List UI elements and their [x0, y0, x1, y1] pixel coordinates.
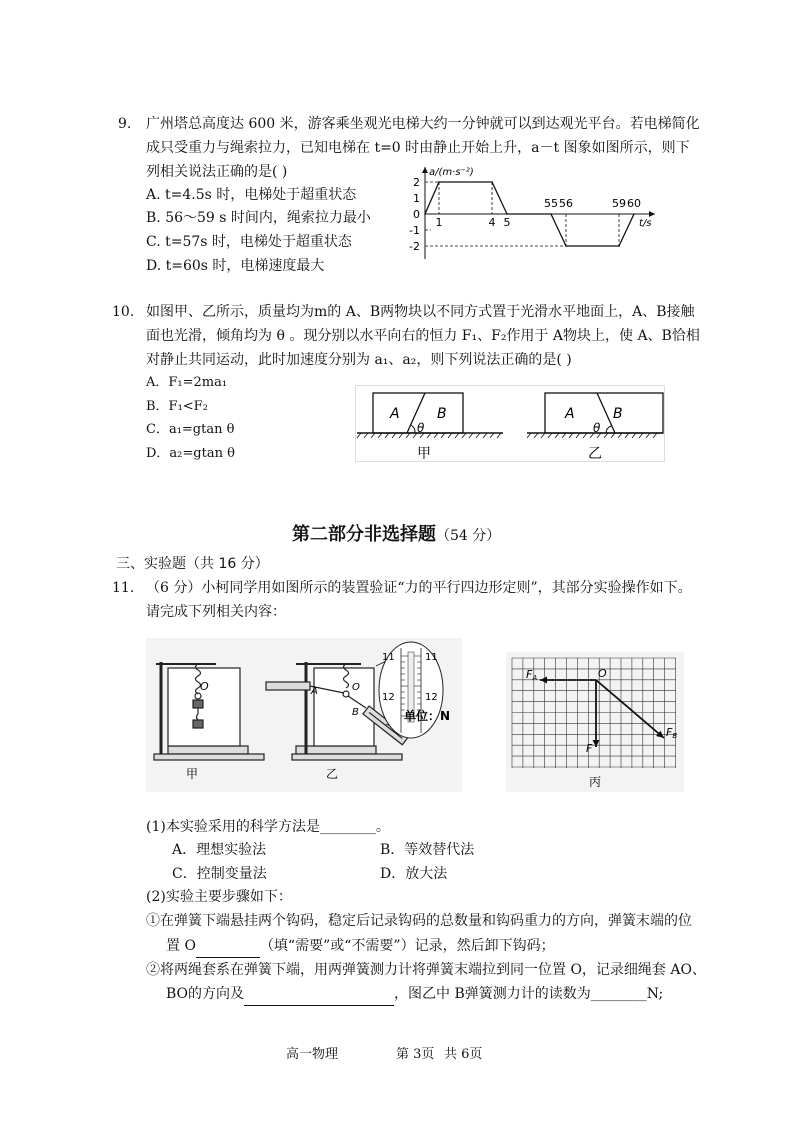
- q10-block-figure: [355, 385, 665, 463]
- f-label: F: [586, 742, 593, 755]
- y-axis-arrow: [422, 167, 428, 173]
- q9-line2: 成只受重力与绳索拉力，已知电梯在 t=0 时由静止开始上升，a－t 图象如图所示，则下: [146, 140, 690, 156]
- caption-yi-11: 乙: [326, 767, 339, 781]
- blank-record-force[interactable]: [244, 987, 394, 1006]
- part2-title-text: 第二部分非选择题: [292, 524, 436, 545]
- a-t-point-3: [506, 213, 508, 215]
- grid-o-label: O: [598, 667, 607, 680]
- y-tick-0: 0: [413, 208, 420, 221]
- step2b-text-start: BO的方向及: [166, 986, 245, 1002]
- step2b-text-end: ，图乙中 B弹簧测力计的读数为________N;: [394, 986, 664, 1002]
- q9-option-a: A. t=4.5s 时，电梯处于超重状态: [146, 187, 357, 203]
- q11-number: 11.: [112, 580, 135, 596]
- step2a-text-start: 置 O: [166, 938, 196, 954]
- q10-line2: 面也光滑，倾角均为 θ 。现分别以水平向右的恒力 F₁、F₂作用于 A物块上，使 A、B恰相: [146, 328, 700, 344]
- q11-step2a-line1: ①在弹簧下端悬挂两个钩码，稳定后记录钩码的总数量和钩码重力的方向，弹簧末端的位: [146, 913, 692, 929]
- q10-line1: 如图甲、乙所示，质量均为m的 A、B两物块以不同方式置于光滑水平地面上，A、B接触: [146, 304, 695, 320]
- fb-label: FB: [666, 726, 678, 740]
- unit-label: 单位：N: [404, 709, 451, 723]
- scale-12-left: 12: [382, 692, 395, 703]
- scale-12-right: 12: [425, 692, 438, 703]
- angle-theta-label: θ: [417, 421, 425, 435]
- q11-step1-option-c: C．控制变量法: [172, 866, 267, 882]
- a-t-point-6: [618, 245, 620, 247]
- q11-step1-option-a: A．理想实验法: [172, 842, 267, 858]
- block-a-label-2: A: [565, 406, 575, 422]
- block-b-label: B: [437, 406, 447, 422]
- point-a-label: A: [311, 686, 318, 697]
- x-tick-1: 1: [435, 216, 443, 229]
- part2-score: （54 分）: [436, 528, 501, 544]
- a-t-point-1: [438, 181, 440, 183]
- x-tick-60: 60: [627, 197, 641, 210]
- fa-label: FA: [526, 668, 538, 682]
- x-tick-5: 5: [503, 216, 511, 229]
- x-tick-4: 4: [488, 216, 496, 229]
- q10-option-a: A．F₁=2ma₁: [146, 375, 228, 390]
- footer-page: 第 3页: [396, 1047, 435, 1062]
- a-t-point-0: [424, 213, 426, 215]
- x-tick-55: 55: [544, 197, 558, 210]
- a-t-point-2: [491, 181, 493, 183]
- q11-step2: (2)实验主要步骤如下：: [146, 889, 292, 905]
- y-axis-label: a/(m·s⁻²): [429, 167, 474, 178]
- step2a-text-end: （填“需要”或“不需要”）记录，然后卸下钩码；: [259, 938, 555, 954]
- caption-jia: 甲: [417, 446, 431, 462]
- x-axis-arrow: [649, 211, 655, 217]
- point-o-label-jia: O: [200, 680, 209, 693]
- point-o-label-yi: O: [352, 682, 360, 693]
- caption-bing: 丙: [589, 775, 602, 789]
- figure-yi: [527, 393, 663, 462]
- angle-theta-label-2: θ: [593, 421, 601, 435]
- q10-option-d: D．a₂=gtan θ: [146, 446, 235, 461]
- scale-11-left: 11: [382, 652, 395, 663]
- caption-jia-11: 甲: [186, 767, 199, 781]
- q11-step2a-line2: [166, 934, 555, 958]
- q11-apparatus-figure: [146, 638, 462, 792]
- q10-number: 10.: [112, 304, 135, 320]
- q10-option-b: B．F₁<F₂: [146, 399, 208, 414]
- part2-title: [292, 520, 500, 546]
- footer-subject: 高一物理: [286, 1047, 339, 1062]
- a-t-point-5: [565, 245, 567, 247]
- blank-record-o[interactable]: [196, 939, 260, 958]
- y-tick-1: 1: [413, 192, 420, 205]
- acceleration-time-chart: [403, 163, 661, 263]
- footer-total: 共 6页: [444, 1047, 483, 1062]
- q9-number: 9.: [118, 116, 132, 132]
- figure-jia: [357, 393, 503, 462]
- q9-option-c: C. t=57s 时，电梯处于超重状态: [146, 234, 352, 250]
- q11-step2b-line2: [166, 982, 663, 1006]
- y-tick--1: -1: [409, 224, 420, 237]
- point-b-label: B: [352, 707, 359, 718]
- x-tick-56: 56: [559, 197, 573, 210]
- a-t-point-7: [633, 213, 635, 215]
- scale-11-right: 11: [425, 652, 438, 663]
- q9-line3: 列相关说法正确的是( ): [146, 164, 288, 180]
- block-b-label-2: B: [613, 406, 623, 422]
- y-tick-2: 2: [413, 176, 420, 189]
- y-tick--2: -2: [409, 240, 420, 253]
- x-tick-59: 59: [612, 197, 626, 210]
- q11-step1-option-d: D．放大法: [380, 866, 448, 882]
- block-a-label: A: [390, 406, 400, 422]
- q11-line1: （6 分）小柯同学用如图所示的装置验证“力的平行四边形定则”，其部分实验操作如下。: [146, 580, 692, 596]
- caption-yi: 乙: [588, 446, 602, 462]
- x-axis-label: t/s: [639, 218, 652, 229]
- q11-line2: 请完成下列相关内容：: [146, 604, 286, 620]
- q9-line1: 广州塔总高度达 600 米，游客乘坐观光电梯大约一分钟就可以到达观光平台。若电梯简化: [146, 116, 700, 132]
- q9-option-d: D. t=60s 时，电梯速度最大: [146, 258, 325, 274]
- a-t-point-4: [550, 213, 552, 215]
- q9-option-b: B. 56～59 s 时间内，绳索拉力最小: [146, 210, 371, 226]
- q11-step1: (1)本实验采用的科学方法是________。: [146, 819, 390, 835]
- q11-step1-option-b: B．等效替代法: [380, 842, 475, 858]
- force-grid-figure: [506, 652, 684, 792]
- q10-option-c: C．a₁=gtan θ: [146, 422, 235, 437]
- q10-line3: 对静止共同运动，此时加速度分别为 a₁、a₂，则下列说法正确的是( ): [146, 352, 572, 368]
- section3-heading: 三、实验题（共 16 分）: [116, 556, 269, 572]
- q11-step2b-line1: ②将两绳套系在弹簧下端，用两弹簧测力计将弹簧末端拉到同一位置 O，记录细绳套 AO、: [146, 962, 706, 978]
